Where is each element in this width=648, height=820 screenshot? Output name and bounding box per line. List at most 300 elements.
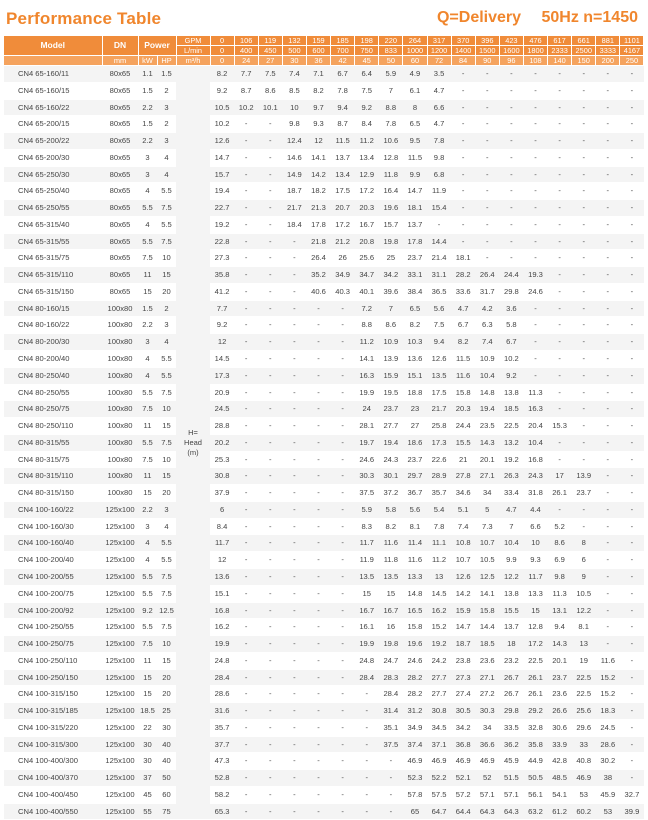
head-value-cell: 21.4	[427, 250, 451, 267]
dn-cell: 100x80	[102, 434, 138, 451]
head-value-cell: 7	[379, 300, 403, 317]
head-value-cell: -	[282, 636, 306, 653]
dn-cell: 80x65	[102, 233, 138, 250]
head-value-cell: -	[620, 501, 644, 518]
head-value-cell: -	[451, 66, 475, 83]
kw-cell: 4	[138, 183, 157, 200]
header-lmin-3: 500	[282, 46, 306, 56]
head-value-cell: 15.8	[403, 619, 427, 636]
head-value-cell: -	[331, 451, 355, 468]
head-value-cell: -	[572, 166, 596, 183]
head-value-cell: 7.8	[379, 116, 403, 133]
dn-cell: 125x100	[102, 736, 138, 753]
head-value-cell: 23.2	[499, 652, 523, 669]
head-value-cell: 22.5	[572, 686, 596, 703]
head-value-cell: 48.5	[548, 770, 572, 787]
head-value-cell: -	[499, 216, 523, 233]
table-row	[4, 535, 644, 552]
head-value-cell: -	[234, 585, 258, 602]
kw-cell: 5.5	[138, 568, 157, 585]
head-value-cell: 13.6	[403, 351, 427, 368]
head-value-cell: -	[282, 535, 306, 552]
head-value-cell: 26.1	[523, 669, 547, 686]
head-value-cell: -	[451, 166, 475, 183]
head-value-cell: 15.2	[596, 686, 620, 703]
head-value-cell: 14.9	[282, 166, 306, 183]
head-value-cell: -	[572, 116, 596, 133]
hp-cell: 10	[157, 636, 176, 653]
table-row	[4, 468, 644, 485]
head-value-cell: 16.7	[355, 602, 379, 619]
head-value-cell: 12.5	[475, 568, 499, 585]
head-value-cell: -	[475, 116, 499, 133]
head-value-cell: 15.3	[548, 418, 572, 435]
head-value-cell: 9.2	[355, 99, 379, 116]
head-value-cell: -	[475, 149, 499, 166]
head-value-cell: -	[620, 434, 644, 451]
head-value-cell: -	[234, 418, 258, 435]
head-value-cell: 15.9	[379, 367, 403, 384]
head-value-cell: -	[596, 418, 620, 435]
model-cell: CN4 65-315/55	[4, 233, 102, 250]
head-value-cell: -	[306, 568, 330, 585]
hp-cell: 5.5	[157, 552, 176, 569]
head-value-cell: 15.2	[427, 619, 451, 636]
head-value-cell: 19.9	[355, 384, 379, 401]
head-value-cell: 10.8	[451, 535, 475, 552]
model-cell: CN4 65-160/22	[4, 99, 102, 116]
head-value-cell: -	[258, 736, 282, 753]
head-value-cell: -	[331, 786, 355, 803]
head-value-cell: -	[596, 351, 620, 368]
head-value-cell: 25	[379, 250, 403, 267]
model-cell: CN4 80-250/55	[4, 384, 102, 401]
head-value-cell: -	[523, 183, 547, 200]
head-value-cell: -	[234, 116, 258, 133]
head-value-cell: -	[331, 418, 355, 435]
table-row	[4, 149, 644, 166]
head-value-cell: -	[355, 686, 379, 703]
head-value-cell: 10.5	[210, 99, 234, 116]
head-value-cell: -	[258, 585, 282, 602]
head-value-cell: -	[596, 552, 620, 569]
head-value-cell: 24.6	[403, 652, 427, 669]
head-value-cell: 4.7	[499, 501, 523, 518]
head-value-cell: -	[282, 703, 306, 720]
head-value-cell: 13	[572, 636, 596, 653]
head-value-cell: -	[572, 518, 596, 535]
head-value-cell: -	[475, 133, 499, 150]
head-value-cell: 11.8	[379, 166, 403, 183]
model-cell: CN4 65-250/30	[4, 166, 102, 183]
head-value-cell: 53	[596, 803, 620, 820]
head-value-cell: -	[548, 116, 572, 133]
head-value-cell: -	[331, 367, 355, 384]
head-value-cell: -	[234, 803, 258, 820]
head-value-cell: 13.2	[499, 434, 523, 451]
head-label-line: Head	[184, 437, 202, 447]
kw-cell: 15	[138, 669, 157, 686]
head-value-cell: -	[620, 133, 644, 150]
head-value-cell: 28.4	[210, 669, 234, 686]
dn-cell: 100x80	[102, 418, 138, 435]
head-value-cell: -	[451, 216, 475, 233]
head-label-line: (m)	[187, 447, 199, 457]
model-cell: CN4 100-200/92	[4, 602, 102, 619]
table-row	[4, 66, 644, 83]
head-value-cell: 29.7	[403, 468, 427, 485]
head-value-cell: -	[620, 451, 644, 468]
head-value-cell: -	[306, 468, 330, 485]
head-value-cell: -	[306, 518, 330, 535]
head-value-cell: -	[572, 216, 596, 233]
head-value-cell: -	[282, 434, 306, 451]
head-value-cell: -	[620, 216, 644, 233]
head-value-cell: -	[548, 267, 572, 284]
head-value-cell: -	[234, 552, 258, 569]
head-value-cell: 17	[548, 468, 572, 485]
head-value-cell: -	[620, 267, 644, 284]
head-value-cell: -	[548, 183, 572, 200]
kw-cell: 2.2	[138, 317, 157, 334]
head-value-cell: 30.6	[548, 719, 572, 736]
hp-cell: 20	[157, 485, 176, 502]
hp-cell: 40	[157, 753, 176, 770]
head-value-cell: 10.4	[499, 535, 523, 552]
head-value-cell: 22.6	[427, 451, 451, 468]
head-value-cell: 5.8	[379, 501, 403, 518]
hp-cell: 7.5	[157, 568, 176, 585]
head-value-cell: -	[548, 283, 572, 300]
head-value-cell: -	[355, 786, 379, 803]
dn-cell: 100x80	[102, 451, 138, 468]
kw-cell: 3	[138, 518, 157, 535]
head-value-cell: -	[282, 485, 306, 502]
head-value-cell: 12	[210, 552, 234, 569]
head-value-cell: -	[475, 200, 499, 217]
head-value-cell: 26	[331, 250, 355, 267]
head-value-cell: -	[355, 803, 379, 820]
model-cell: CN4 65-160/11	[4, 66, 102, 83]
head-value-cell: -	[572, 501, 596, 518]
head-value-cell: 8.2	[451, 334, 475, 351]
model-cell: CN4 100-315/150	[4, 686, 102, 703]
head-value-cell: -	[475, 166, 499, 183]
kw-cell: 55	[138, 803, 157, 820]
head-value-cell: 34.2	[451, 719, 475, 736]
head-value-cell: 4.7	[451, 300, 475, 317]
head-value-cell: 18.1	[451, 250, 475, 267]
head-value-cell: -	[523, 133, 547, 150]
head-value-cell: -	[331, 736, 355, 753]
head-value-cell: 19.4	[210, 183, 234, 200]
head-value-cell: 23.7	[403, 250, 427, 267]
head-value-cell: 19.9	[355, 636, 379, 653]
head-value-cell: 13.9	[572, 468, 596, 485]
dn-cell: 125x100	[102, 686, 138, 703]
head-value-cell: -	[379, 803, 403, 820]
header-lmin-label: L/min	[176, 46, 210, 56]
head-value-cell: 13.3	[403, 568, 427, 585]
head-value-cell: 30.5	[451, 703, 475, 720]
head-value-cell: 10.2	[210, 116, 234, 133]
head-value-cell: 25.3	[210, 451, 234, 468]
head-value-cell: 23.7	[572, 485, 596, 502]
head-value-cell: 21	[451, 451, 475, 468]
header-gpm-4: 159	[306, 36, 330, 46]
head-value-cell: 14.6	[282, 149, 306, 166]
head-value-cell: -	[475, 216, 499, 233]
head-value-cell: -	[282, 736, 306, 753]
head-value-cell: 18.5	[499, 401, 523, 418]
head-value-cell: -	[355, 736, 379, 753]
head-value-cell: 24.8	[355, 652, 379, 669]
model-cell: CN4 80-315/75	[4, 451, 102, 468]
header-m3h-17: 250	[620, 56, 644, 66]
head-value-cell: -	[620, 166, 644, 183]
head-value-cell: -	[523, 300, 547, 317]
head-value-cell: -	[234, 786, 258, 803]
head-value-cell: -	[572, 133, 596, 150]
head-value-cell: -	[282, 367, 306, 384]
head-value-cell: -	[596, 216, 620, 233]
head-value-cell: -	[572, 384, 596, 401]
hp-cell: 20	[157, 669, 176, 686]
header-kw: kW	[138, 56, 157, 66]
head-value-cell: -	[306, 535, 330, 552]
head-value-cell: 4.7	[427, 116, 451, 133]
head-value-cell: 27	[403, 418, 427, 435]
head-value-cell: -	[331, 535, 355, 552]
hp-cell: 3	[157, 501, 176, 518]
head-value-cell: 24.6	[355, 451, 379, 468]
head-value-cell: -	[548, 300, 572, 317]
head-value-cell: -	[499, 116, 523, 133]
head-value-cell: 11.8	[379, 552, 403, 569]
head-value-cell: 28.2	[403, 669, 427, 686]
head-value-cell: 28.2	[403, 686, 427, 703]
head-value-cell: -	[379, 770, 403, 787]
head-value-cell: -	[572, 300, 596, 317]
head-value-cell: 30.2	[596, 753, 620, 770]
head-value-cell: -	[331, 753, 355, 770]
head-value-cell: -	[620, 652, 644, 669]
head-value-cell: -	[475, 82, 499, 99]
head-value-cell: -	[620, 183, 644, 200]
head-value-cell: -	[234, 283, 258, 300]
head-value-cell: 5.9	[355, 501, 379, 518]
head-value-cell: -	[282, 468, 306, 485]
head-value-cell: 38.4	[403, 283, 427, 300]
head-value-cell: 5.6	[427, 300, 451, 317]
head-value-cell: -	[596, 183, 620, 200]
hp-cell: 2	[157, 82, 176, 99]
head-value-cell: -	[306, 334, 330, 351]
head-value-cell: -	[331, 719, 355, 736]
head-value-cell: 16.2	[427, 602, 451, 619]
head-value-cell: -	[620, 317, 644, 334]
head-value-cell: 40.1	[355, 283, 379, 300]
head-value-cell: 47.3	[210, 753, 234, 770]
head-value-cell: -	[572, 351, 596, 368]
head-value-cell: 15.5	[451, 434, 475, 451]
head-value-cell: -	[620, 636, 644, 653]
dn-cell: 100x80	[102, 384, 138, 401]
head-value-cell: -	[258, 552, 282, 569]
head-value-cell: 33.1	[403, 267, 427, 284]
head-value-cell: 9.8	[427, 149, 451, 166]
head-value-cell: 24.5	[596, 719, 620, 736]
head-value-cell: 20.2	[210, 434, 234, 451]
title-bar	[0, 0, 648, 36]
head-value-cell: 7.7	[210, 300, 234, 317]
table-row	[4, 619, 644, 636]
head-value-cell: 35.7	[210, 719, 234, 736]
table-row	[4, 518, 644, 535]
head-value-cell: 25.6	[355, 250, 379, 267]
head-value-cell: 27.1	[475, 468, 499, 485]
head-value-cell: -	[596, 518, 620, 535]
head-value-cell: -	[572, 434, 596, 451]
hp-cell: 5.5	[157, 367, 176, 384]
head-value-cell: 38	[596, 770, 620, 787]
head-value-cell: -	[523, 334, 547, 351]
table-row	[4, 200, 644, 217]
head-value-cell: 10.7	[475, 535, 499, 552]
head-value-cell: -	[306, 636, 330, 653]
head-value-cell: -	[499, 166, 523, 183]
head-value-cell: -	[596, 585, 620, 602]
head-value-cell: -	[523, 149, 547, 166]
head-value-cell: -	[306, 434, 330, 451]
head-value-cell: -	[234, 568, 258, 585]
head-value-cell: 6.4	[355, 66, 379, 83]
head-value-cell: -	[596, 99, 620, 116]
head-value-cell: 18.8	[403, 384, 427, 401]
kw-cell: 37	[138, 770, 157, 787]
hp-cell: 7.5	[157, 434, 176, 451]
head-value-cell: -	[596, 82, 620, 99]
dn-cell: 80x65	[102, 149, 138, 166]
head-value-cell: -	[499, 200, 523, 217]
dn-cell: 80x65	[102, 116, 138, 133]
kw-cell: 4	[138, 216, 157, 233]
head-value-cell: -	[331, 703, 355, 720]
head-value-cell: -	[451, 133, 475, 150]
table-row	[4, 552, 644, 569]
head-value-cell: 20.3	[355, 200, 379, 217]
head-value-cell: 37.1	[427, 736, 451, 753]
head-value-cell: 9.4	[331, 99, 355, 116]
head-value-cell: -	[258, 786, 282, 803]
head-value-cell: -	[258, 636, 282, 653]
head-value-cell: -	[234, 501, 258, 518]
head-value-cell: 34	[475, 485, 499, 502]
head-value-cell: 10	[282, 99, 306, 116]
head-value-cell: -	[475, 233, 499, 250]
header-gpm-3: 132	[282, 36, 306, 46]
head-value-cell: -	[258, 384, 282, 401]
model-cell: CN4 100-200/75	[4, 585, 102, 602]
head-value-cell: -	[234, 250, 258, 267]
head-value-cell: -	[620, 535, 644, 552]
head-value-cell: -	[306, 619, 330, 636]
head-value-cell: 8	[403, 99, 427, 116]
head-value-cell: 36.8	[451, 736, 475, 753]
head-value-cell: 7.2	[355, 300, 379, 317]
head-value-cell: 12.4	[282, 133, 306, 150]
header-gpm-12: 423	[499, 36, 523, 46]
hp-cell: 15	[157, 418, 176, 435]
model-cell: CN4 80-250/40	[4, 367, 102, 384]
hp-cell: 15	[157, 652, 176, 669]
table-row	[4, 250, 644, 267]
head-value-cell: -	[282, 300, 306, 317]
head-value-cell: -	[451, 116, 475, 133]
head-value-cell: 7.7	[234, 66, 258, 83]
head-value-cell: 7	[379, 82, 403, 99]
head-value-cell: -	[331, 468, 355, 485]
model-cell: CN4 80-200/30	[4, 334, 102, 351]
head-value-cell: -	[258, 133, 282, 150]
head-value-cell: -	[306, 669, 330, 686]
model-cell: CN4 65-315/110	[4, 267, 102, 284]
head-value-cell: 25.6	[572, 703, 596, 720]
head-value-cell: -	[596, 401, 620, 418]
head-value-cell: 11.5	[331, 133, 355, 150]
dn-cell: 125x100	[102, 535, 138, 552]
head-value-cell: -	[234, 468, 258, 485]
head-value-cell: 27.8	[451, 468, 475, 485]
header-model-sub	[4, 56, 102, 66]
head-value-cell: -	[234, 434, 258, 451]
head-value-cell: -	[282, 669, 306, 686]
header-gpm-14: 617	[548, 36, 572, 46]
header-lmin-13: 1800	[523, 46, 547, 56]
model-cell: CN4 100-160/30	[4, 518, 102, 535]
head-value-cell: -	[596, 267, 620, 284]
dn-cell: 125x100	[102, 652, 138, 669]
head-value-cell: -	[282, 585, 306, 602]
head-value-cell: -	[451, 99, 475, 116]
head-value-cell: 20.8	[355, 233, 379, 250]
hp-cell: 7.5	[157, 200, 176, 217]
head-value-cell: 36.5	[427, 283, 451, 300]
head-value-cell: 35.7	[427, 485, 451, 502]
model-cell: CN4 100-200/40	[4, 552, 102, 569]
head-value-cell: 10.9	[475, 351, 499, 368]
head-value-cell: 19.7	[355, 434, 379, 451]
head-value-cell: 19.8	[379, 233, 403, 250]
head-value-cell: 33.5	[499, 719, 523, 736]
head-value-cell: 57.1	[475, 786, 499, 803]
head-value-cell: 8.5	[282, 82, 306, 99]
head-value-cell: 6.6	[427, 99, 451, 116]
head-value-cell: -	[258, 535, 282, 552]
head-value-cell: 11.7	[355, 535, 379, 552]
head-value-cell: -	[523, 200, 547, 217]
head-value-cell: -	[282, 334, 306, 351]
head-value-cell: 57.8	[403, 786, 427, 803]
head-value-cell: 11.7	[210, 535, 234, 552]
head-value-cell: 8.6	[379, 317, 403, 334]
head-value-cell: 12.9	[355, 166, 379, 183]
head-value-cell: -	[258, 317, 282, 334]
model-cell: CN4 80-315/150	[4, 485, 102, 502]
kw-cell: 1.5	[138, 116, 157, 133]
head-value-cell: 19.2	[499, 451, 523, 468]
header-lmin-8: 1000	[403, 46, 427, 56]
